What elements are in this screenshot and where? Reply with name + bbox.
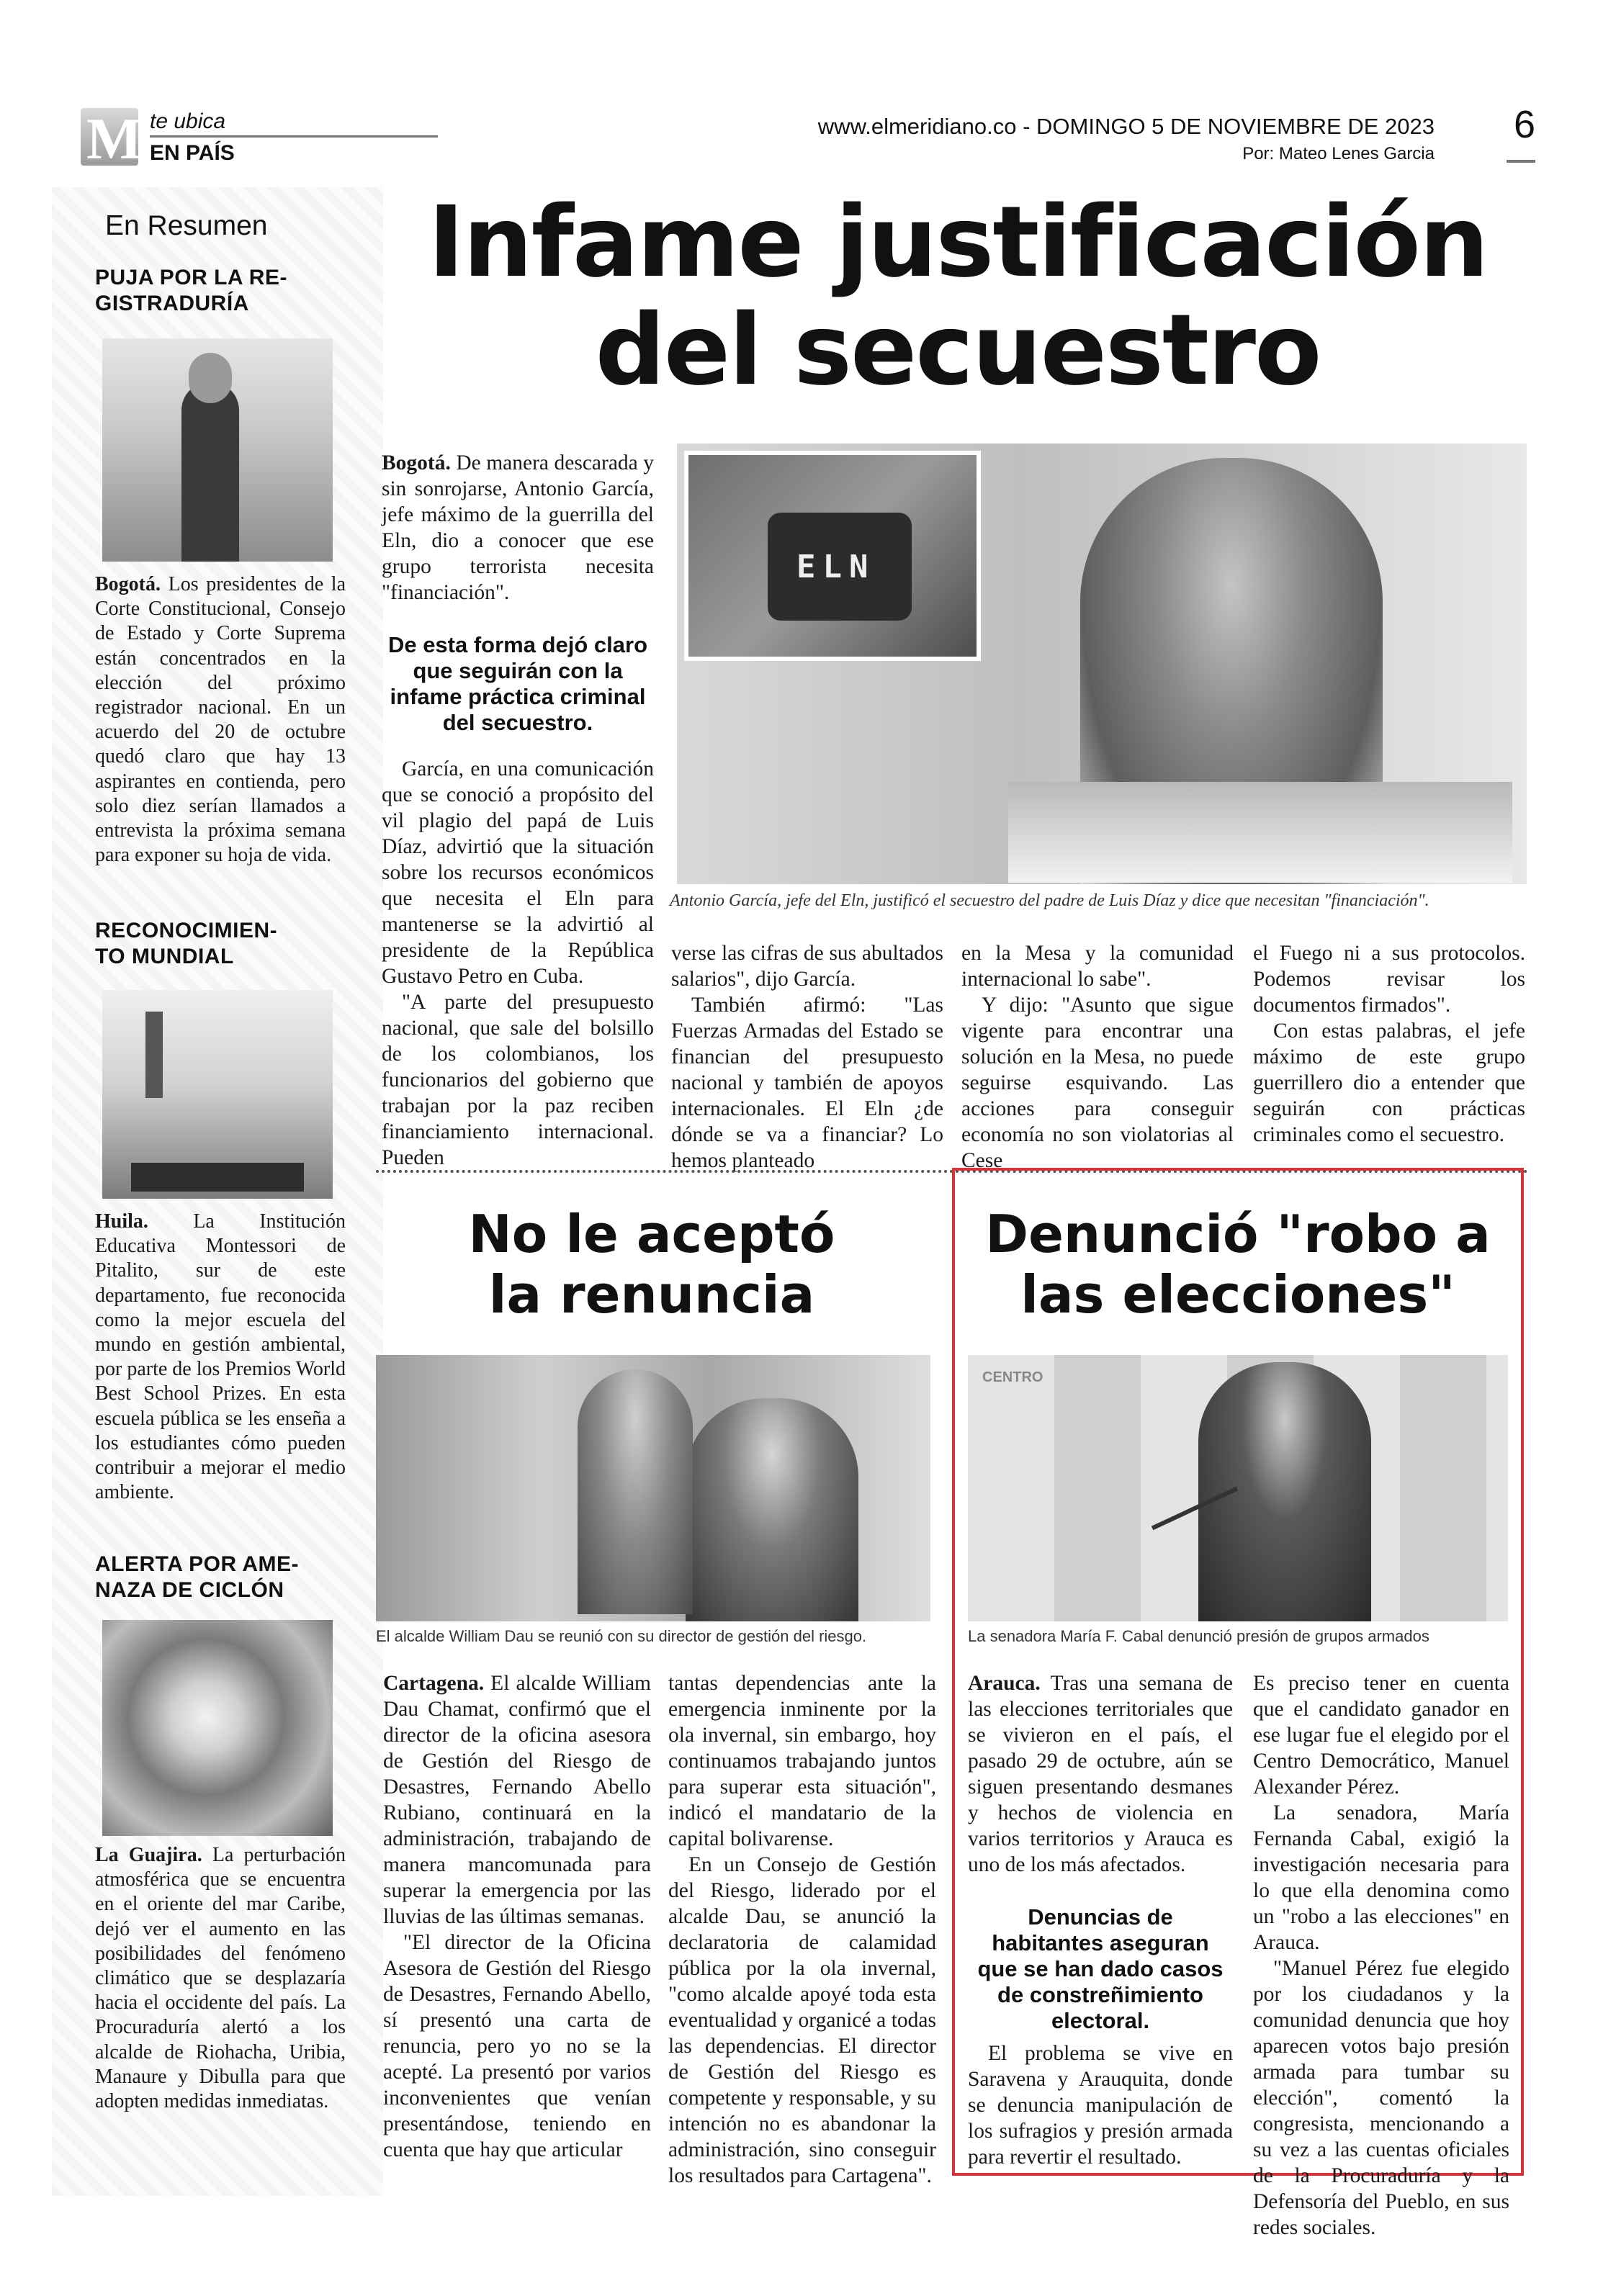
left-caption: El alcalde William Dau se reunió con su director de gestión del riesgo. <box>376 1627 867 1645</box>
eln-label: ELN <box>796 549 876 585</box>
registrar-speaker-photo <box>102 338 333 562</box>
right-col1-lead: Arauca. Tras una semana de las elecciones territoriales que se vivieron en el país, el pasado 29 de octubre, aún se siguen presentando desmanes y hechos de violencia en varios territorios y Arauca es uno de los más afectados. <box>968 1672 1233 1876</box>
sidebar-title: En Resumen <box>105 210 268 241</box>
main-caption: Antonio García, jefe del Eln, justificó el secuestro del padre de Luis Díaz y dice que necesitan "financiación". <box>670 891 1429 910</box>
main-headline: Infame justificación del secuestro <box>428 186 1488 408</box>
sidebar-story-registraduria: Bogotá. Los presidentes de la Corte Constitucional, Consejo de Estado y Corte Suprema están concentrados en la elección del próximo registrador nacional. En un acuerdo del 20 de octubre quedó claro que hay 13 aspirantes en contienda, pero solo diez serían llamados a entrevista la próxima semana para exponer su hoja de vida. <box>95 573 346 867</box>
logo <box>81 106 143 171</box>
section-kicker: te ubica <box>150 109 226 133</box>
section-name: EN PAÍS <box>150 141 235 165</box>
dau-meeting-photo <box>376 1355 930 1621</box>
logo-letter: M <box>86 106 143 171</box>
byline: Por: Mateo Lenes Garcia <box>1242 144 1435 163</box>
left-col2: tantas dependencias ante la emergencia inminente por la ola invernal, sin embargo, hoy continuamos trabajando juntos para superar esta situación", indicó el mandatario de la capital bolivarense. En un Consejo de Gestión del Riesgo, liderado por el alcalde Dau, se anunció la declaratoria de calamidad pública por la ola invernal, "como alcalde apoyé toda esta eventualidad y organicé a todas las dependencias. El director de Gestión del Riesgo es competente y responsable, y su intención no es abandonar la administración, sino conseguir los resultados para Cartagena". <box>668 1672 936 2187</box>
page-number: 6 <box>1513 103 1535 146</box>
flag-pole <box>145 1012 163 1098</box>
inset-eln-photo <box>684 451 981 661</box>
main-lead: Bogotá. De manera descarada y sin sonrojarse, Antonio García, jefe máximo de la guerrilla del Eln, dio a conocer que ese grupo terrorista necesita "financiación". <box>382 451 654 604</box>
sidebar-story-reconocimiento: Huila. La Institución Educativa Montessori de Pitalito, sur de este departamento, fue reconocida como la mejor escuela del mundo en gestión ambiental, por parte de los Premios World Best School Prizes. En esta escuela pública se les enseña a los estudiantes cómo pueden contribuir a mejorar el medio ambiente. <box>95 1210 346 1504</box>
school-award-photo <box>102 990 333 1199</box>
sidebar-heading-reconocimiento: RECONOCIMIEN- TO MUNDIAL <box>95 919 278 968</box>
section-rule <box>150 135 438 138</box>
sidebar <box>81 202 362 2203</box>
microphones <box>1008 782 1512 883</box>
right-pull-quote: Denuncias de habitantes aseguran que se han dado casos de constreñimiento electoral. <box>977 1904 1224 2033</box>
page-number-rule <box>1507 160 1535 163</box>
backdrop-logo: CENTRO <box>982 1369 1043 1385</box>
main-photo <box>677 444 1527 884</box>
main-pull-quote: De esta forma dejó claro que seguirán con la infame práctica criminal del secuestro. <box>387 632 648 735</box>
main-col3: en la Mesa y la comunidad internacional lo sabe". Y dijo: "Asunto que sigue vigente para encontrar una solución en la Mesa, no puede seguirse esquivando. Las acciones para conseguir economía no son violatorias al Cese <box>961 942 1234 1172</box>
cabal-photo <box>968 1355 1508 1621</box>
right-headline: Denunció "robo a las elecciones" <box>985 1204 1491 1325</box>
sidebar-story-ciclon: La Guajira. La perturbación atmosférica que se encuentra en el oriente del mar Caribe, dejó ver el aumento en las posibilidades del fenómeno climático que se desplazaría hacia el occidente del país. La Procuraduría alertó a los alcalde de Riohacha, Uribia, Manaure y Dibulla para que adopten medidas inmediatas. <box>95 1844 346 2113</box>
right-col2: Es preciso tener en cuenta que el candidato ganador en ese lugar fue el elegido por el Centro Democrático, Manuel Alexander Pérez. La senadora, María Fernanda Cabal, exigió la investigación necesaria para lo que ella denomina como un "robo a las elecciones" en Arauca. "Manuel Pérez fue elegido por los ciudadanos y la comunidad denuncia que hoy aparecen votos bajo presión armada para tumbar su elección", comentó la congresista, mencionando a su vez a las cuentas oficiales de la Procuraduría y la Defensoría del Pueblo, en sus redes sociales. <box>1253 1672 1509 2239</box>
cyclone-satellite-photo <box>102 1620 333 1836</box>
stage-table <box>131 1163 304 1192</box>
right-caption: La senadora María F. Cabal denunció presión de grupos armados <box>968 1627 1429 1645</box>
left-col1: Cartagena. El alcalde William Dau Chamat, confirmó que el director de la oficina asesora de Gestión del Riesgo de Desastres, Fernando Abello Rubiano, continuará en la administración, trabajando de manera mancomunada para superar la emergencia por las lluvias de las últimas semanas. "El director de la Oficina Asesora de Gestión del Riesgo de Desastres, Fernando Abello, sí presentó una carta de renuncia, pero yo no se la acepté. La presentó por varios inconvenientes que venían presentándose, teniendo en cuenta que hay que articular <box>383 1672 651 2161</box>
official-figure <box>686 1398 858 1621</box>
date-line: www.elmeridiano.co - DOMINGO 5 DE NOVIEMBRE DE 2023 <box>817 114 1435 139</box>
masthead <box>81 103 1535 173</box>
left-headline: No le aceptó la renuncia <box>468 1204 835 1325</box>
speaker-figure <box>181 382 239 562</box>
sidebar-heading-ciclon: ALERTA POR AME- NAZA DE CICLÓN <box>95 1552 300 1602</box>
sidebar-heading-registraduria: PUJA POR LA RE- GISTRADURÍA <box>95 266 287 315</box>
speaker-head <box>189 353 232 403</box>
main-col2: verse las cifras de sus abultados salarios", dijo García. También afirmó: "Las Fuerzas Armadas del Estado se financian del presupuesto nacional y también de apoyos internacionales. El Eln ¿de dónde se va a financiar? Lo hemos planteado <box>671 942 943 1172</box>
right-col1-tail: El problema se vive en Saravena y Arauquita, donde se denuncia manipulación de los sufragios y presión armada para revertir el resultado. <box>968 2042 1233 2169</box>
main-col4: el Fuego ni a sus protocolos. Podemos revisar los documentos firmados". Con estas palabras, el jefe máximo de este grupo guerrillero dio a entender que seguirán con prácticas criminales como el secuestro. <box>1253 942 1525 1146</box>
main-col1: García, en una comunicación que se conoció a propósito del vil plagio del papá de Luis Díaz, advirtió que la situación sobre los recursos económicos que necesita el Eln para mantenerse se la advirtió al presidente de la República Gustavo Petro en Cuba. "A parte del presupuesto nacional, que sale del bolsillo de los colombianos, los funcionarios del gobierno que trabajan por la paz reciben financiamiento internacional. Pueden <box>382 757 654 1169</box>
mayor-figure <box>578 1369 693 1614</box>
